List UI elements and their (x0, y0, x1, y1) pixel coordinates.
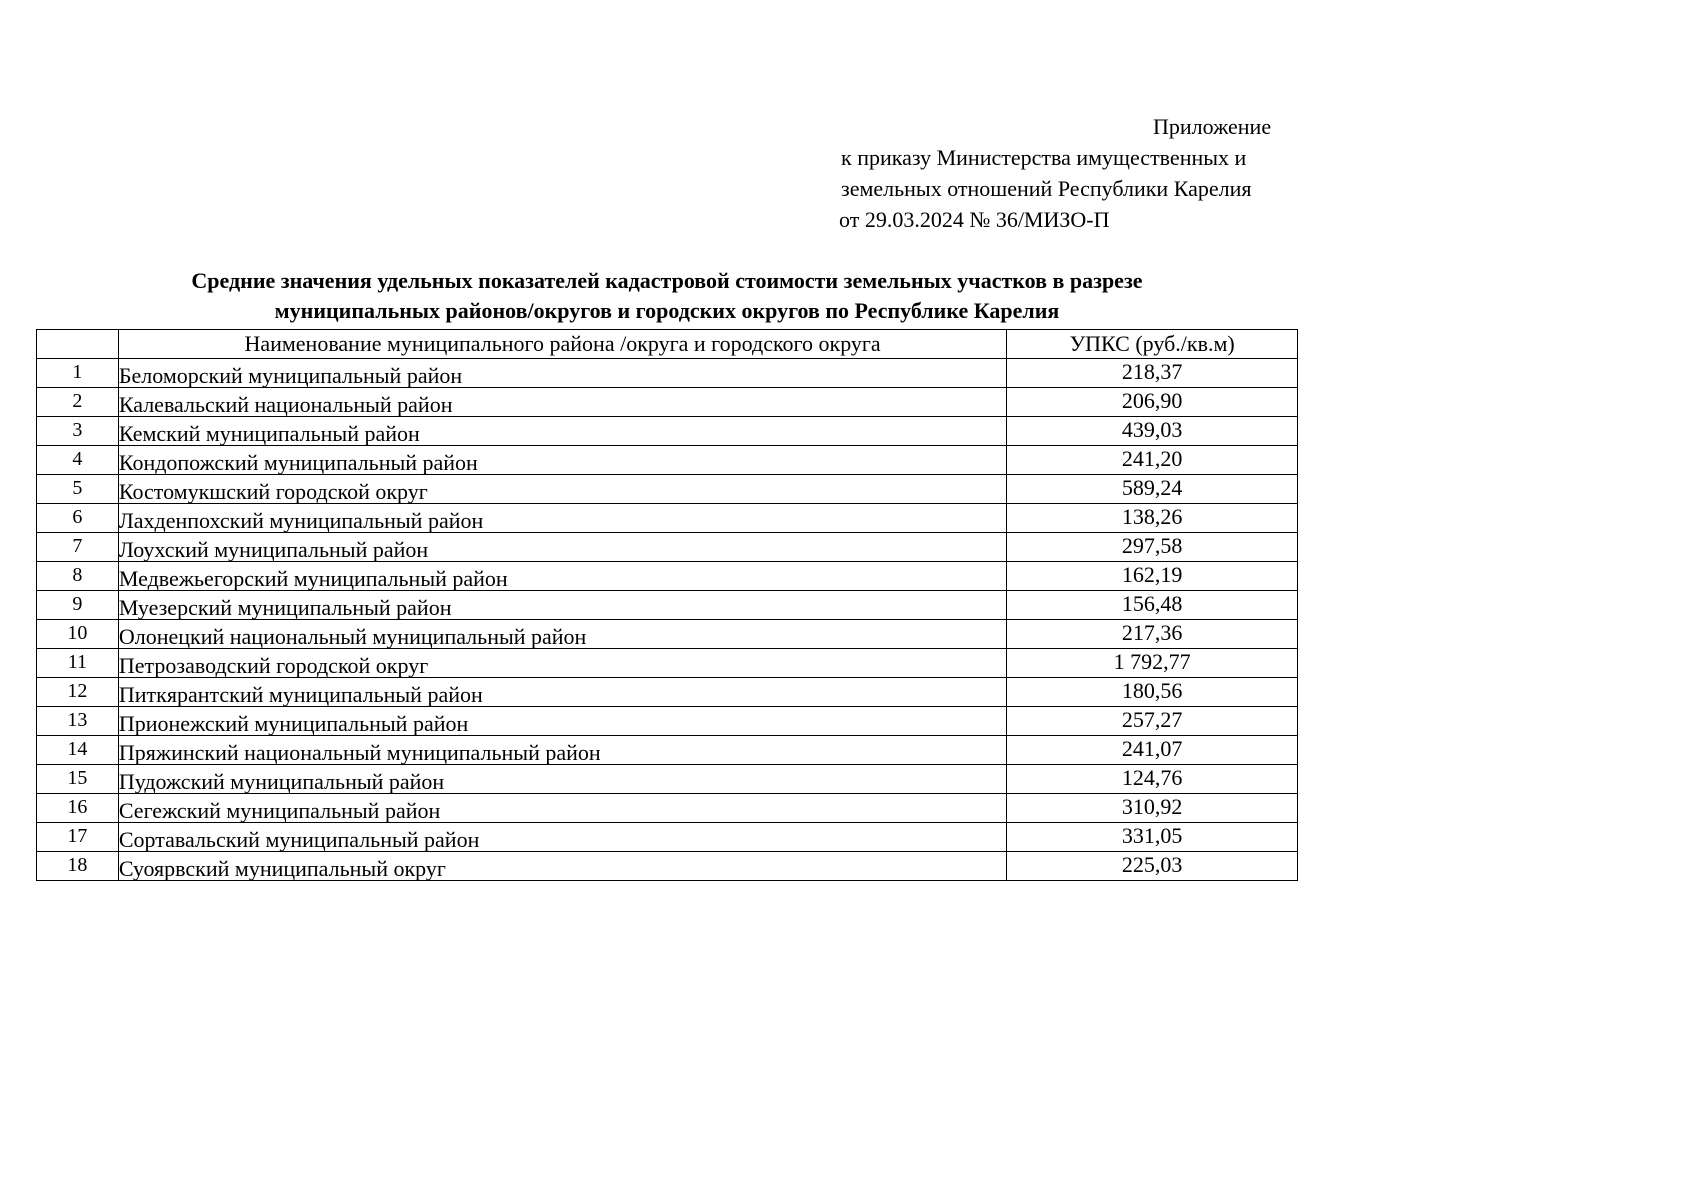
row-number: 15 (67, 767, 88, 789)
upks-value: 217,36 (1121, 620, 1183, 645)
district-name: Олонецкий национальный муниципальный район (118, 624, 587, 649)
district-name-cell (118, 504, 1006, 533)
table-row (37, 591, 1298, 620)
document-title-line-2: муниципальных районов/округов и городских округов по Республике Карелия (274, 298, 1060, 323)
table-row (37, 620, 1298, 649)
row-number: 3 (72, 419, 83, 441)
district-name-cell (118, 823, 1006, 852)
district-name: Муезерский муниципальный район (118, 595, 452, 620)
upks-value: 218,37 (1121, 359, 1183, 384)
table-row (37, 359, 1298, 388)
upks-value-cell (1007, 649, 1298, 678)
upks-value-cell (1007, 620, 1298, 649)
district-name-cell (118, 475, 1006, 504)
district-name-cell (118, 562, 1006, 591)
row-number-cell (37, 765, 119, 794)
row-number: 18 (67, 854, 88, 876)
row-number: 8 (72, 564, 83, 586)
district-name-cell (118, 707, 1006, 736)
header-number (37, 330, 119, 359)
district-name-cell (118, 359, 1006, 388)
district-name-cell (118, 765, 1006, 794)
upks-value-cell (1007, 678, 1298, 707)
district-name: Сортавальский муниципальный район (118, 827, 480, 852)
appendix-ministry-line: земельных отношений Республики Карелия (841, 176, 1252, 201)
row-number-cell (37, 533, 119, 562)
table-row (37, 678, 1298, 707)
row-number-cell (37, 475, 119, 504)
upks-value-cell (1007, 359, 1298, 388)
row-number-cell (37, 504, 119, 533)
row-number-cell (37, 794, 119, 823)
row-number-cell (37, 417, 119, 446)
district-name: Кондопожский муниципальный район (118, 450, 478, 475)
upks-value: 138,26 (1121, 504, 1183, 529)
upks-value-cell (1007, 504, 1298, 533)
document-title-line-1: Средние значения удельных показателей кадастровой стоимости земельных участков в разрезе (191, 268, 1143, 293)
district-name-cell (118, 649, 1006, 678)
row-number-cell (37, 852, 119, 881)
upks-value-cell (1007, 823, 1298, 852)
header-upks-value: УПКС (руб./кв.м) (1007, 330, 1298, 359)
upks-value-cell (1007, 794, 1298, 823)
row-number-cell (37, 446, 119, 475)
upks-value: 297,58 (1121, 533, 1183, 558)
upks-value-cell (1007, 417, 1298, 446)
district-name: Костомукшский городской округ (118, 479, 428, 504)
row-number: 6 (72, 506, 83, 528)
upks-value-cell (1007, 736, 1298, 765)
upks-value-cell (1007, 707, 1298, 736)
upks-value-cell (1007, 591, 1298, 620)
row-number-cell (37, 823, 119, 852)
district-name-cell (118, 533, 1006, 562)
table-row (37, 504, 1298, 533)
row-number: 17 (67, 825, 88, 847)
district-name: Медвежьегорский муниципальный район (118, 566, 508, 591)
row-number-cell (37, 736, 119, 765)
row-number-cell (37, 707, 119, 736)
district-name: Сегежский муниципальный район (118, 798, 441, 823)
upks-value-cell (1007, 446, 1298, 475)
upks-value: 310,92 (1121, 794, 1183, 819)
upks-value: 331,05 (1121, 823, 1183, 848)
appendix-note (839, 111, 1299, 235)
district-name-cell (118, 620, 1006, 649)
upks-value: 156,48 (1121, 591, 1183, 616)
table-row (37, 794, 1298, 823)
district-name: Пудожский муниципальный район (118, 769, 445, 794)
table-row (37, 823, 1298, 852)
upks-value-cell (1007, 765, 1298, 794)
appendix-order-line: к приказу Министерства имущественных и (841, 145, 1247, 170)
appendix-heading: Приложение (1153, 114, 1272, 139)
row-number: 5 (72, 477, 83, 499)
table-row (37, 736, 1298, 765)
upks-value: 206,90 (1121, 388, 1183, 413)
table-body (37, 359, 1298, 881)
district-name-cell (118, 736, 1006, 765)
table-row (37, 475, 1298, 504)
row-number: 2 (72, 390, 83, 412)
upks-value-cell (1007, 852, 1298, 881)
district-name: Прионежский муниципальный район (118, 711, 469, 736)
row-number-cell (37, 678, 119, 707)
district-name: Беломорский муниципальный район (118, 363, 463, 388)
district-name: Суоярвский муниципальный округ (118, 856, 446, 881)
table-row (37, 852, 1298, 881)
upks-value: 180,56 (1121, 678, 1183, 703)
row-number: 12 (67, 680, 88, 702)
district-name-cell (118, 417, 1006, 446)
row-number: 9 (72, 593, 83, 615)
upks-value: 241,20 (1121, 446, 1183, 471)
upks-value: 241,07 (1121, 736, 1183, 761)
upks-value-cell (1007, 533, 1298, 562)
row-number: 10 (67, 622, 88, 644)
row-number: 1 (72, 361, 83, 383)
district-name: Питкярантский муниципальный район (118, 682, 483, 707)
row-number-cell (37, 562, 119, 591)
district-name-cell (118, 794, 1006, 823)
table-row (37, 417, 1298, 446)
district-name: Пряжинский национальный муниципальный район (118, 740, 601, 765)
table-row (37, 388, 1298, 417)
appendix-date-number: от 29.03.2024 № 36/МИЗО-П (839, 207, 1110, 232)
row-number: 13 (67, 709, 88, 731)
upks-value: 225,03 (1121, 852, 1183, 877)
district-name-cell (118, 678, 1006, 707)
upks-value: 162,19 (1121, 562, 1183, 587)
upks-value-cell (1007, 475, 1298, 504)
upks-value-cell (1007, 388, 1298, 417)
table-row (37, 562, 1298, 591)
upks-value: 439,03 (1121, 417, 1183, 442)
district-name: Калевальский национальный район (118, 392, 453, 417)
district-name: Кемский муниципальный район (118, 421, 420, 446)
row-number-cell (37, 359, 119, 388)
upks-value-cell (1007, 562, 1298, 591)
document-title (36, 266, 1298, 326)
upks-value: 124,76 (1121, 765, 1183, 790)
header-district-name: Наименование муниципального района /округа и городского округа (118, 330, 1006, 359)
row-number-cell (37, 620, 119, 649)
row-number: 14 (67, 738, 88, 760)
upks-value: 589,24 (1121, 475, 1183, 500)
table-row (37, 649, 1298, 678)
row-number: 11 (67, 651, 88, 673)
table-row (37, 765, 1298, 794)
district-name: Петрозаводский городской округ (118, 653, 429, 678)
cadastral-value-table (36, 329, 1298, 881)
district-name: Лоухский муниципальный район (118, 537, 429, 562)
upks-value: 257,27 (1121, 707, 1183, 732)
upks-value: 1 792,77 (1113, 649, 1191, 674)
row-number: 16 (67, 796, 88, 818)
district-name: Лахденпохский муниципальный район (118, 508, 484, 533)
table-row (37, 707, 1298, 736)
district-name-cell (118, 591, 1006, 620)
row-number: 7 (72, 535, 83, 557)
row-number-cell (37, 591, 119, 620)
row-number-cell (37, 388, 119, 417)
district-name-cell (118, 852, 1006, 881)
table-row (37, 446, 1298, 475)
district-name-cell (118, 446, 1006, 475)
row-number: 4 (72, 448, 83, 470)
district-name-cell (118, 388, 1006, 417)
table-header-row (37, 330, 1298, 359)
row-number-cell (37, 649, 119, 678)
table-row (37, 533, 1298, 562)
